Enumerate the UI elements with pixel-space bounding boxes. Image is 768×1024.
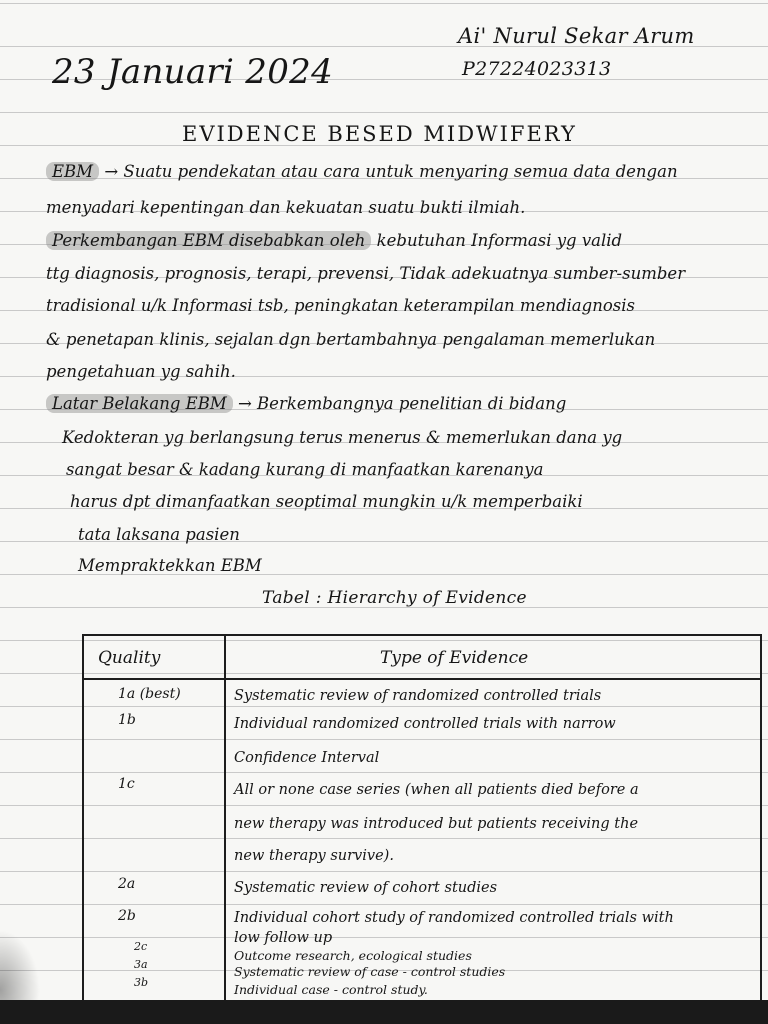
perkembangan-text: kebutuhan Informasi yg valid <box>371 231 623 250</box>
latar-belakang-line-2: Kedokteran yg berlangsung terus menerus & memerlukan dana yg <box>62 428 623 447</box>
latar-belakang-line-4: harus dpt dimanfaatkan seoptimal mungkin u/k memperbaiki <box>70 492 583 511</box>
perkembangan-line-3: tradisional u/k Informasi tsb, peningkatan keterampilan mendiagnosis <box>46 296 635 315</box>
column-header-quality: Quality <box>98 648 161 668</box>
hierarchy-table <box>82 634 762 1000</box>
perkembangan-line-4: & penetapan klinis, sejalan dgn bertambahnya pengalaman memerlukan <box>46 330 656 349</box>
table-caption: Tabel : Hierarchy of Evidence <box>262 588 527 608</box>
date-label: 23 Januari 2024 <box>52 52 333 92</box>
row-type-line: Individual case - control study. <box>234 982 428 997</box>
photo-shadow <box>0 930 40 1000</box>
perkembangan-line-2: ttg diagnosis, prognosis, terapi, prevensi, Tidak adekuatnya sumber-sumber <box>46 264 686 283</box>
latar-belakang-highlight: Latar Belakang EBM <box>46 394 233 413</box>
column-header-type: Type of Evidence <box>380 648 529 668</box>
row-type-line: Confidence Interval <box>234 750 380 766</box>
row-type-line: new therapy was introduced but patients receiving the <box>234 816 639 832</box>
page-title: EVIDENCE BESED MIDWIFERY <box>182 122 577 146</box>
row-quality: 2c <box>134 940 148 953</box>
header-rule <box>84 678 760 680</box>
perkembangan-highlight: Perkembangan EBM disebabkan oleh <box>46 231 371 250</box>
student-name: Ai' Nurul Sekar Arum <box>458 24 695 48</box>
latar-belakang-line-1 <box>46 394 566 413</box>
ebm-term-highlight: EBM <box>46 162 99 181</box>
row-type-line: Individual cohort study of randomized controlled trials with <box>234 910 674 926</box>
row-type-line: new therapy survive). <box>234 848 394 864</box>
ebm-definition-line-2: menyadari kepentingan dan kekuatan suatu bukti ilmiah. <box>46 198 526 217</box>
student-id: P27224023313 <box>462 58 612 80</box>
row-type-line: Outcome research, ecological studies <box>234 948 472 963</box>
row-quality: 1a (best) <box>118 686 181 702</box>
row-quality: 3b <box>134 976 149 989</box>
ebm-definition-text: → Suatu pendekatan atau cara untuk menyaring semua data dengan <box>99 162 678 181</box>
latar-belakang-line-3: sangat besar & kadang kurang di manfaatkan karenanya <box>66 460 544 479</box>
ebm-definition-line-1 <box>46 162 678 181</box>
latar-belakang-text: → Berkembangnya penelitian di bidang <box>232 394 567 413</box>
row-type-line: Systematic review of randomized controlled trials <box>234 688 602 704</box>
perkembangan-line-1 <box>46 231 622 250</box>
row-type-line: Individual randomized controlled trials with narrow <box>234 716 616 732</box>
row-type-line: All or none case series (when all patients died before a <box>234 782 639 798</box>
row-quality: 2a <box>118 876 136 892</box>
row-quality: 2b <box>118 908 136 924</box>
column-divider <box>224 636 226 1000</box>
latar-belakang-line-5: tata laksana pasien <box>78 525 240 544</box>
perkembangan-line-5: pengetahuan yg sahih. <box>46 362 236 381</box>
row-type-line: low follow up <box>234 930 333 946</box>
row-quality: 1c <box>118 776 135 792</box>
row-type-line: Systematic review of case - control studies <box>234 964 506 979</box>
row-quality: 3a <box>134 958 148 971</box>
row-quality: 1b <box>118 712 136 728</box>
row-type-line: Systematic review of cohort studies <box>234 880 498 896</box>
mempraktekkan-heading: Mempraktekkan EBM <box>78 556 262 575</box>
